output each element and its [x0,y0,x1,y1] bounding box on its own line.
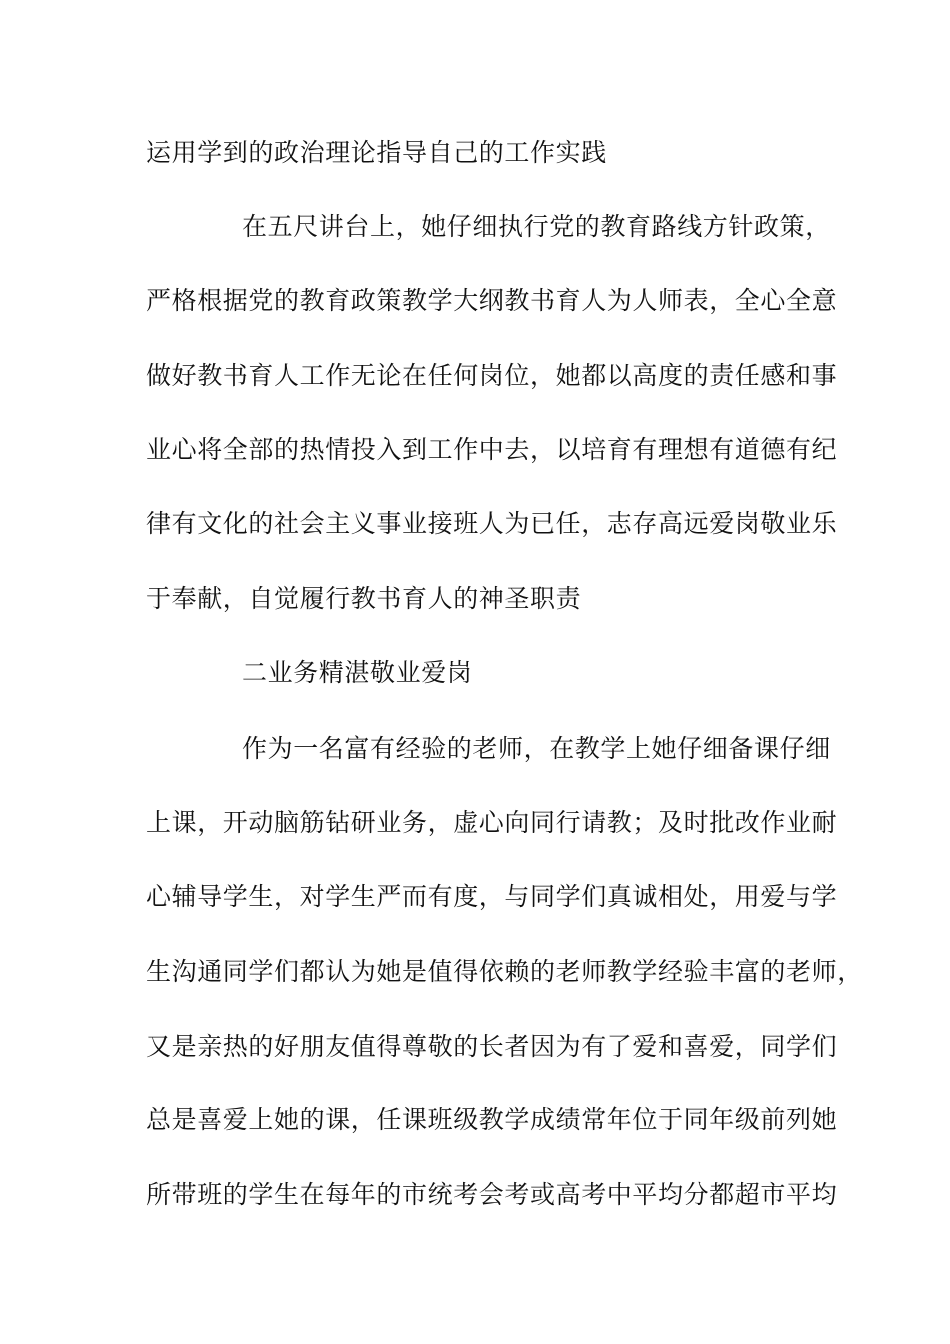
paragraph-line: 在五尺讲台上，她仔细执行党的教育路线方针政策， [242,212,831,241]
paragraph-line: 律有文化的社会主义事业接班人为已任，志存高远爱岗敬业乐 [146,509,838,538]
paragraph-line: 心辅导学生，对学生严而有度，与同学们真诚相处，用爱与学 [146,882,838,911]
paragraph-line: 生沟通同学们都认为她是值得依赖的老师教学经验丰富的老师， [146,957,863,986]
section-heading: 二业务精湛敬业爱岗 [242,658,473,687]
paragraph-line: 总是喜爱上她的课，任课班级教学成绩常年位于同年级前列她 [146,1105,838,1134]
paragraph-line: 于奉献，自觉履行教书育人的神圣职责 [146,584,582,613]
paragraph-line: 严格根据党的教育政策教学大纲教书育人为人师表，全心全意 [146,286,838,315]
paragraph-line: 运用学到的政治理论指导自己的工作实践 [146,138,607,167]
paragraph-line: 上课，开动脑筋钻研业务，虚心向同行请教；及时批改作业耐 [146,808,838,837]
paragraph-line: 又是亲热的好朋友值得尊敬的长者因为有了爱和喜爱，同学们 [146,1032,838,1061]
paragraph-line: 业心将全部的热情投入到工作中去，以培育有理想有道德有纪 [146,435,838,464]
paragraph-line: 所带班的学生在每年的市统考会考或高考中平均分都超市平均 [146,1180,838,1209]
paragraph-line: 作为一名富有经验的老师，在教学上她仔细备课仔细 [242,734,831,763]
paragraph-line: 做好教书育人工作无论在任何岗位，她都以高度的责任感和事 [146,361,838,390]
